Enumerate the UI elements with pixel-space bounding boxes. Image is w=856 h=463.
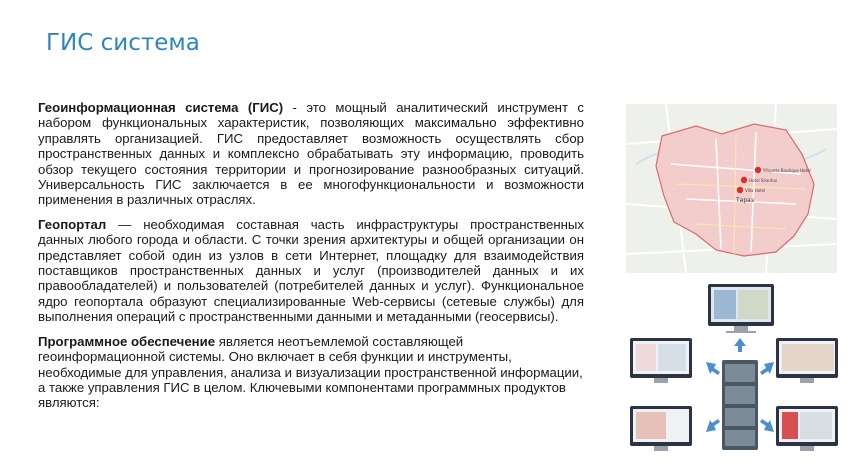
text-geoportal: — необходимая составная часть инфраструктуры пространственных данных любого города и области. С точки зрения архитектуры и общей организации он представляет собой один из узлов в сети Интернет, площадку для взаимодействия поставщиков пространственных данных и услуг (производителей данных и их правообладателей) и пользователей (потребителей данных и услуг). Функциональное ядро геопортала образуют специализированные Web-сервисы (сетевые службы) для выполнения операций с пространственными данными и метаданными (геосервисы).: [38, 216, 584, 325]
monitor-icon: [776, 338, 838, 383]
map-pin-icon: [755, 167, 761, 173]
paragraph-software: [38, 334, 584, 411]
city-map-image: [626, 104, 837, 273]
monitor-icon: [630, 406, 692, 451]
map-pin-label: Hotel Shanhai: [749, 178, 778, 183]
diagram-drawing: [626, 282, 841, 458]
map-pin-icon: [737, 187, 743, 193]
map-city-label: Тараз: [736, 197, 755, 204]
text-software: является неотъемлемой составляющей геоинформационной системы. Оно включает в себя функции и инструменты, необходимые для управления, анализа и визуализации пространственной информации, а также управления ГИС в целом. Ключевыми компонентами программных продуктов являются:: [38, 333, 583, 411]
term-software: Программное обеспечение: [38, 333, 216, 349]
term-gis: Геоинформационная система (ГИС): [38, 100, 284, 115]
text-gis: - это мощный аналитический инструмент с набором функциональных характеристик, позволяющих максимально эффективно управлять организацией. ГИС предоставляет возможность осуществлять сбор пространственных данных и комплексно обрабатывать эту информацию, проводить обзор текущего состояния территории и прогнозирование разнообразных ситуаций. Универсальность ГИС заключается в ее многофункциональности и возможности применения в различных отраслях.: [38, 100, 584, 208]
paragraph-geoportal: [38, 217, 584, 325]
body-text: [38, 100, 584, 420]
monitor-icon: [708, 284, 774, 333]
paragraph-gis: [38, 100, 584, 208]
slide-title: ГИС система: [46, 30, 200, 56]
server-icon: [722, 360, 758, 450]
map-pin-label: Villa Hotel: [745, 188, 766, 193]
map-drawing: [626, 104, 837, 273]
term-geoportal: Геопортал: [38, 216, 107, 232]
monitor-icon: [630, 338, 692, 383]
monitor-icon: [776, 406, 838, 451]
map-pin-icon: [741, 177, 747, 183]
map-pin-label: Wiqueta Boutique Hotel: [763, 168, 811, 173]
network-diagram: [626, 282, 841, 458]
